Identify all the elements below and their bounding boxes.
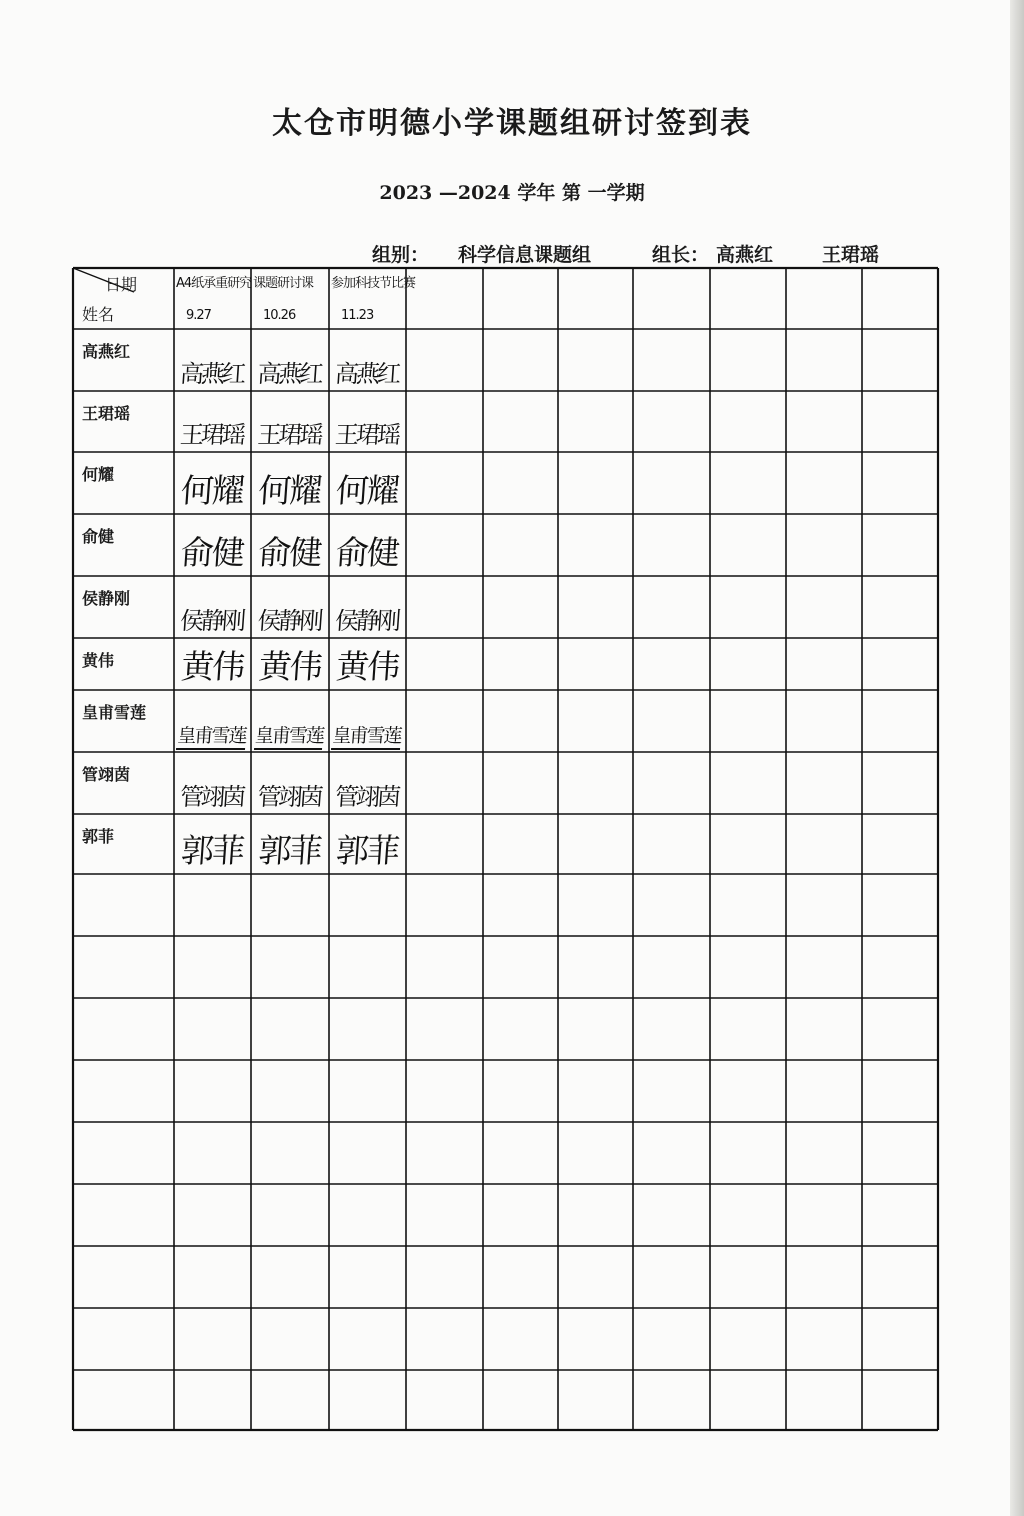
signature-cell (249, 752, 331, 814)
handwritten-signature: 高燕红 (179, 360, 244, 388)
handwritten-signature: 俞健 (334, 533, 400, 572)
session-topic: 参加科技节比赛 (331, 276, 416, 291)
handwritten-signature: 何耀 (179, 471, 245, 510)
handwritten-signature: 高燕红 (334, 360, 399, 388)
signature-cell (249, 814, 331, 874)
handwritten-signature: 俞健 (257, 533, 322, 572)
handwritten-signature: 黄伟 (334, 647, 400, 686)
member-name: 俞健 (82, 527, 115, 546)
leader-label: 组长： (652, 244, 710, 266)
handwritten-signature: 侯静刚 (179, 607, 244, 635)
signature-cell (327, 329, 408, 391)
handwritten-signature: 皇甫雪莲 (176, 721, 246, 750)
header-date-label: 日期 (105, 275, 138, 294)
signature-cell (249, 690, 331, 752)
member-name: 何耀 (82, 465, 115, 484)
handwritten-signature: 郭菲 (257, 831, 322, 870)
signature-cell (327, 690, 408, 752)
member-name: 皇甫雪莲 (82, 703, 147, 722)
session-header-cell (329, 268, 416, 329)
member-name: 管翊茵 (82, 765, 131, 784)
handwritten-signature: 高燕红 (256, 360, 322, 388)
handwritten-signature: 郭菲 (334, 831, 400, 870)
session-date: 11.23 (341, 308, 374, 323)
member-name: 郭菲 (82, 827, 115, 846)
handwritten-signature: 何耀 (257, 471, 322, 510)
handwritten-signature: 皇甫雪莲 (331, 721, 401, 750)
handwritten-signature: 侯静刚 (334, 607, 399, 635)
member-name: 侯静刚 (82, 589, 131, 608)
session-date: 9.27 (186, 308, 211, 323)
handwritten-signature: 侯静刚 (256, 607, 322, 635)
leader-value: 高燕红 (716, 244, 774, 266)
handwritten-signature: 王珺瑶 (256, 421, 322, 449)
session-date: 10.26 (263, 308, 296, 323)
signature-cell (249, 452, 331, 514)
member-name: 王珺瑶 (82, 404, 131, 423)
signature-cell (327, 514, 408, 576)
signature-cell (172, 514, 253, 576)
session-topic: 课题研讨课 (253, 276, 314, 291)
handwritten-signature: 管翊茵 (334, 783, 399, 811)
page-title: 太仓市明德小学课题组研讨签到表 (272, 106, 752, 141)
signature-cell (249, 329, 331, 391)
session-header-cell (174, 268, 251, 329)
handwritten-signature: 黄伟 (179, 647, 245, 686)
group-value: 科学信息课题组 (458, 244, 592, 266)
signature-cell (172, 576, 253, 638)
group-label: 组别： (372, 244, 430, 266)
handwritten-signature: 管翊茵 (179, 783, 244, 811)
member-name: 黄伟 (82, 651, 115, 670)
header-name-label: 姓名 (82, 305, 115, 324)
handwritten-signature: 黄伟 (257, 647, 323, 686)
signature-cell (327, 391, 408, 452)
paper-edge-shadow (1010, 0, 1024, 1516)
member-name: 高燕红 (82, 342, 131, 361)
header-corner-cell (73, 268, 174, 329)
signature-cell (327, 752, 408, 814)
signature-cell (249, 514, 331, 576)
signature-cell (327, 814, 408, 874)
session-header-cell (251, 268, 329, 329)
signature-cell (172, 690, 253, 752)
signature-cell (327, 638, 408, 690)
session-topic: A4纸承重研究 (176, 276, 252, 291)
signature-cell (172, 752, 253, 814)
handwritten-signature: 王珺瑶 (179, 421, 245, 449)
handwritten-signature: 管翊茵 (256, 783, 322, 811)
handwritten-signature: 皇甫雪莲 (254, 721, 324, 750)
signature-cell (249, 638, 331, 690)
signature-cell (327, 576, 408, 638)
signature-cell (249, 391, 331, 452)
signature-cell (327, 452, 408, 514)
signature-cell (249, 576, 331, 638)
handwritten-signature: 俞健 (179, 533, 245, 572)
signature-cell (172, 638, 253, 690)
signature-cell (172, 814, 253, 874)
signature-cell (172, 329, 253, 391)
signature-cell (172, 452, 253, 514)
handwritten-signature: 何耀 (334, 471, 400, 510)
signature-cell (172, 391, 253, 452)
handwritten-signature: 王珺瑶 (334, 421, 400, 449)
handwritten-signature: 郭菲 (179, 831, 245, 870)
co-leader-value: 王珺瑶 (822, 244, 880, 266)
term-line: 2023 —2024 学年 第 一学期 (379, 182, 645, 204)
